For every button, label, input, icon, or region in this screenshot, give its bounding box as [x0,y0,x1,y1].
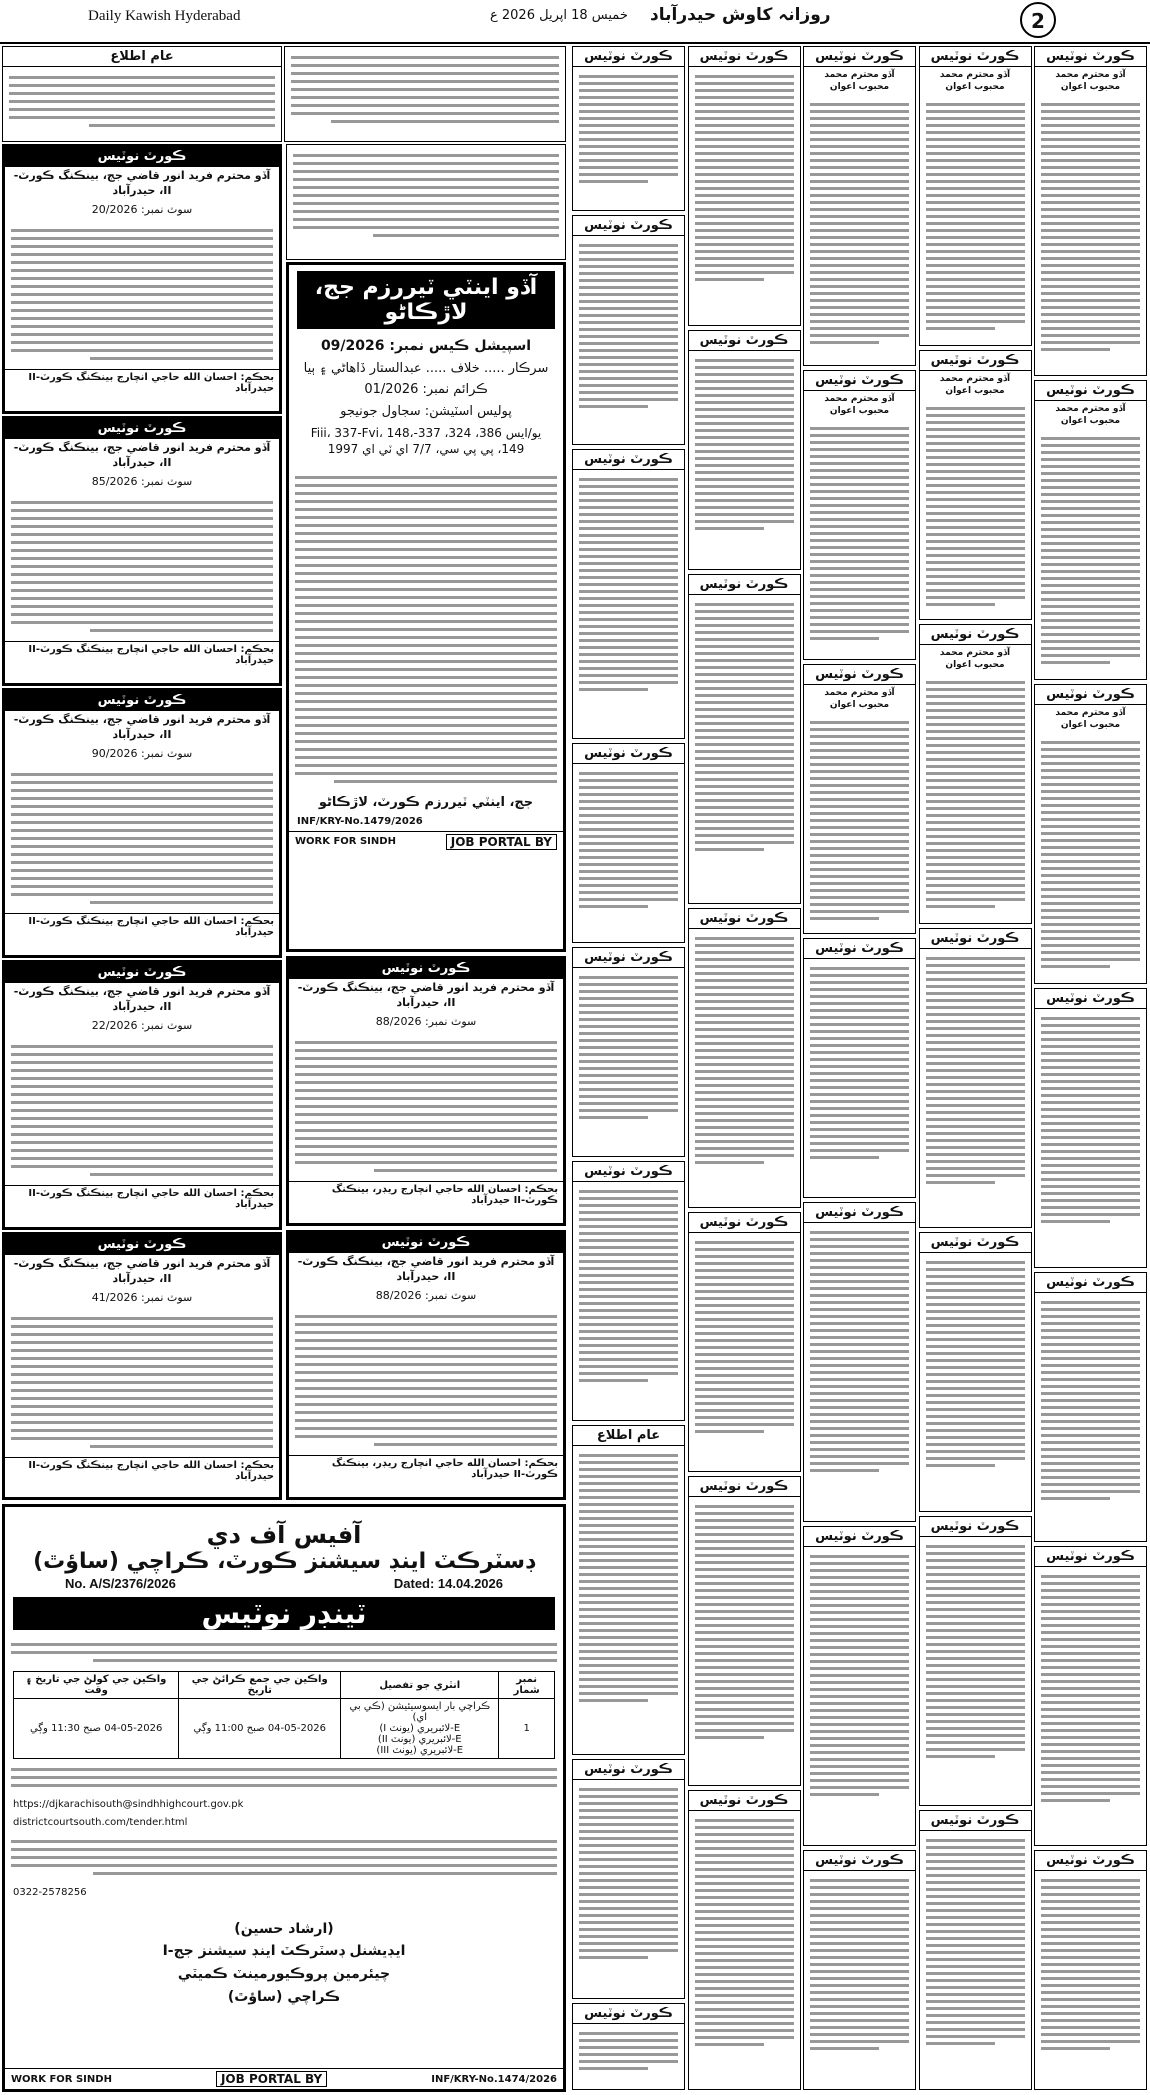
court-notice-right [803,1526,916,1846]
court-notice-right [803,46,916,366]
notice-title: ڪورٽ نوٽيس [804,371,915,391]
court-notice-4 [2,960,282,1230]
court-header: آڏو محترم فريد انور قاضي جج، بينڪنگ ڪورٽ-II، حيدرآباد [297,981,555,1009]
court-notice-1 [2,144,282,414]
court-notice-right [688,1212,801,1472]
court-notice-right [572,1425,685,1755]
court-notice-right [688,330,801,570]
work-for-sindh-logo: WORK FOR SINDH [11,2073,112,2085]
notice-title: ڪورٽ نوٽيس [920,929,1031,949]
court-notice-2 [2,416,282,686]
notice-title: ڪورٽ نوٽيس [689,1477,800,1497]
th-serial: نمبر شمار [499,1672,555,1699]
cell-serial: 1 [499,1699,555,1759]
notice-title: ڪورٽ نوٽيس [5,691,279,711]
atc-notice [286,262,566,952]
notice-title: ڪورٽ نوٽيس [5,419,279,439]
issue-date: خميس 18 اپريل 2026 ع [490,8,628,23]
signature: بحڪم: احسان الله حاجي انچارج بينڪنگ ڪورٽ-II حيدرآباد [5,1457,279,1484]
court-header: آڏو محترم فريد انور قاضي جج، بينڪنگ ڪورٽ-II، حيدرآباد [13,985,271,1013]
court-header: آڏو محترم محمد محبوب اعوان [939,70,1011,93]
notice-title: ڪورٽ نوٽيس [689,1791,800,1811]
notice-title: ڪورٽ نوٽيس [804,1527,915,1547]
court-header: آڏو محترم محمد محبوب اعوان [1055,70,1126,93]
public-notice-left [2,46,282,142]
signature: بحڪم: احسان الله حاجي انچارج ريڊر، بينڪنگ ڪورٽ-II حيدرآباد [289,1455,563,1482]
tender-court: ڊسٽرڪٽ اينڊ سيشنز ڪورٽ، ڪراچي (ساؤٿ) [33,1549,535,1574]
notice-title: ڪورٽ نوٽيس [689,909,800,929]
court-notice-right [572,1759,685,1999]
notice-title: ڪورٽ نوٽيس [920,625,1031,645]
signature: بحڪم: احسان الله حاجي انچارج بينڪنگ ڪورٽ-II حيدرآباد [5,641,279,668]
notice-block-mid [286,144,566,260]
court-notice-right [688,574,801,904]
special-case: اسپيشل ڪيس نمبر: 09/2026 [320,338,532,354]
court-notice-right [803,1202,916,1522]
notice-title: ڪورٽ نوٽيس [804,939,915,959]
work-for-sindh-logo: WORK FOR SINDH [295,836,396,848]
court-notice-right [803,370,916,660]
notice-title: عام اطلاع [3,47,281,67]
notice-title: ڪورٽ نوٽيس [573,948,684,968]
court-notice-right [572,215,685,445]
crime-number: ڪرائم نمبر: 01/2026 [364,382,488,398]
notice-title: ڪورٽ نوٽيس [5,963,279,983]
court-notice-right [1034,380,1147,680]
notice-title: ڪورٽ نوٽيس [573,744,684,764]
notice-title: ڪورٽ نوٽيس [5,1235,279,1255]
court-header: آڏو محترم محمد محبوب اعوان [939,374,1011,397]
tender-email[interactable]: https://djkarachisouth@sindhhighcourt.gov.pk [13,1799,244,1810]
court-notice-right [1034,684,1147,984]
signature: بحڪم: احسان الله حاجي انچارج بينڪنگ ڪورٽ-II حيدرآباد [5,369,279,396]
court-notice-right [1034,988,1147,1268]
notice-title: ڪورٽ نوٽيس [804,1851,915,1871]
notice-title: ڪورٽ نوٽيس [920,1811,1031,1831]
law-sections: يو/ايس 386، 324، 337-Fiii، 337-Fvi، 148، 149، پي پي سي، 7/7 اي ٽي اي 1997 [310,425,542,456]
court-notice-right [572,947,685,1157]
cell-submit: 04-05-2026 صبح 11:00 وڳي [179,1699,341,1759]
notice-title: ڪورٽ نوٽيس [689,1213,800,1233]
signature: بحڪم: احسان الله حاجي انچارج بينڪنگ ڪورٽ-II حيدرآباد [5,1185,279,1212]
case-parties: سرڪار ..... خلاف ..... عبدالستار ڏاهاڻي ۽ ٻيا [303,360,549,376]
cell-open: 04-05-2026 صبح 11:30 وڳي [14,1699,179,1759]
notice-title: ڪورٽ نوٽيس [1035,1851,1146,1871]
notice-title: ڪورٽ نوٽيس [573,450,684,470]
notice-title: ڪورٽ نوٽيس [920,351,1031,371]
court-notice-right [919,624,1032,924]
notice-title: ڪورٽ نوٽيس [573,47,684,67]
paper-name: Daily Kawish Hyderabad [88,8,241,24]
court-notice-right [1034,1546,1147,1846]
court-notice-right [803,664,916,934]
tender-phone: 0322-2578256 [13,1887,87,1898]
notice-title: ڪورٽ نوٽيس [920,1233,1031,1253]
th-open: واڪين جي کولڻ جي تاريخ ۽ وقت [14,1672,179,1699]
notice-title: ڪورٽ نوٽيس [573,2004,684,2024]
court-notice-right [919,928,1032,1228]
notice-title: ڪورٽ نوٽيس [573,1162,684,1182]
th-submit: واڪين جي جمع ڪرائڻ جي تاريخ [179,1672,341,1699]
court-notice-right [919,1810,1032,2090]
job-portal-label: JOB PORTAL BY [446,834,557,850]
notice-title: ڪورٽ نوٽيس [1035,1547,1146,1567]
cell-detail [341,1699,499,1759]
court-notice-3 [2,688,282,958]
urdu-masthead: روزانہ کاوش حیدرآباد [650,5,831,25]
court-notice-right [688,908,801,1208]
court-header: آڏو محترم محمد محبوب اعوان [1055,708,1126,731]
notice-title: ڪورٽ نوٽيس [573,216,684,236]
court-header: آڏو محترم محمد محبوب اعوان [824,688,895,711]
court-notice-right [688,1476,801,1786]
case-number: سوٽ نمبر: 85/2026 [91,474,193,488]
right-notice-columns [572,46,1148,2092]
court-notice-right [572,743,685,943]
notice-title: ڪورٽ نوٽيس [804,47,915,67]
notice-title: ڪورٽ نوٽيس [804,665,915,685]
court-header: آڏو محترم فريد انور قاضي جج، بينڪنگ ڪورٽ-II، حيدرآباد [13,169,271,197]
page-number: 2 [1020,2,1056,38]
tender-inf: INF/KRY-No.1474/2026 [431,2073,557,2085]
notice-title: ڪورٽ نوٽيس [289,959,563,979]
notice-title: ڪورٽ نوٽيس [1035,47,1146,67]
notice-title: ڪورٽ نوٽيس [1035,989,1146,1009]
court-notice-6 [286,956,566,1226]
notice-title: ڪورٽ نوٽيس [804,1203,915,1223]
court-header: آڏو محترم محمد محبوب اعوان [939,648,1011,671]
signature: بحڪم: احسان الله حاجي انچارج ريڊر، بينڪنگ ڪورٽ-II حيدرآباد [289,1181,563,1208]
case-number: سوٽ نمبر: 41/2026 [91,1290,193,1304]
court-notice-right [1034,1850,1147,2090]
court-notice-5 [2,1232,282,1500]
signatory-name: (ارشاد حسين) [234,1920,334,1937]
court-notice-right [803,938,916,1198]
notice-title: ڪورٽ نوٽيس [689,331,800,351]
notice-title: ڪورٽ نوٽيس [1035,381,1146,401]
court-notice-right [1034,1272,1147,1542]
tender-dated: Dated: 14.04.2026 [393,1576,503,1591]
page-header [0,0,1150,44]
atc-footer: جج، اينٽي ٽيررزم ڪورٽ، لاڙڪاڻو [318,794,534,810]
court-notice-right [919,1232,1032,1512]
job-portal-label: JOB PORTAL BY [216,2071,327,2087]
cell-detail-title: ڪراچي بار ايسوسيئيشن (ڪي بي اي) [349,1701,491,1723]
atc-title: آڏو اينٽي ٽيررزم جج، لاڙڪاڻو [297,271,555,329]
court-header: آڏو محترم محمد محبوب اعوان [824,394,895,417]
signatory-title: ايڊيشنل ڊسٽرڪٽ اينڊ سيشنز جج-I [162,1943,406,1960]
notice-title: ڪورٽ نوٽيس [689,575,800,595]
notice-block-top [284,46,566,142]
inf-number: INF/KRY-No.1479/2026 [297,816,423,828]
court-header: آڏو محترم فريد انور قاضي جج، بينڪنگ ڪورٽ-II، حيدرآباد [13,713,271,741]
court-notice-right [919,46,1032,346]
court-header: آڏو محترم محمد محبوب اعوان [824,70,895,93]
th-detail: انٽري جو تفصيل [341,1672,499,1699]
tender-footer-banner [5,2068,563,2089]
tender-item: E-لائبريري (يونٽ I) [379,1723,461,1734]
signature: بحڪم: احسان الله حاجي انچارج بينڪنگ ڪورٽ-II حيدرآباد [5,913,279,940]
notice-title: عام اطلاع [573,1426,684,1446]
notice-title: ڪورٽ نوٽيس [5,147,279,167]
tender-notice [2,1504,566,2092]
police-station: پوليس اسٽيشن: سجاول جونيجو [340,403,512,419]
tender-item: E-لائبريري (يونٽ III) [376,1745,464,1756]
court-notice-right [803,1850,916,2090]
court-notice-right [688,1790,801,2090]
court-notice-right [1034,46,1147,376]
case-number: سوٽ نمبر: 90/2026 [91,746,193,760]
notice-title: ڪورٽ نوٽيس [1035,1273,1146,1293]
tender-ref: No. A/S/2376/2026 [65,1576,176,1591]
tender-table [13,1671,555,1759]
notice-title: ڪورٽ نوٽيس [289,1233,563,1253]
job-portal-banner [289,831,563,852]
tender-title: ٽينڊر نوٽيس [13,1597,555,1630]
notice-title: ڪورٽ نوٽيس [920,47,1031,67]
notice-title: ڪورٽ نوٽيس [573,1760,684,1780]
tender-item: E-لائبريري (يونٽ II) [377,1734,462,1745]
notice-title: ڪورٽ نوٽيس [920,1517,1031,1537]
court-notice-right [919,350,1032,620]
notice-title: ڪورٽ نوٽيس [1035,685,1146,705]
court-notice-right [572,449,685,739]
court-header: آڏو محترم فريد انور قاضي جج، بينڪنگ ڪورٽ-II، حيدرآباد [13,441,271,469]
court-header: آڏو محترم فريد انور قاضي جج، بينڪنگ ڪورٽ-II، حيدرآباد [297,1255,555,1283]
tender-office: آفيس آف دي [206,1521,362,1549]
case-number: سوٽ نمبر: 88/2026 [375,1014,477,1028]
court-header: آڏو محترم محمد محبوب اعوان [1055,404,1126,427]
court-notice-right [688,46,801,326]
court-notice-right [572,46,685,211]
signatory-title-3: ڪراچي (ساؤٿ) [227,1989,341,2006]
court-notice-right [572,2003,685,2090]
notice-title: ڪورٽ نوٽيس [689,47,800,67]
case-number: سوٽ نمبر: 88/2026 [375,1288,477,1302]
court-header: آڏو محترم فريد انور قاضي جج، بينڪنگ ڪورٽ-II، حيدرآباد [13,1257,271,1285]
signatory-title-2: چيئرمين پروڪيورمينٽ ڪميٽي [177,1966,391,1983]
case-number: سوٽ نمبر: 20/2026 [91,202,193,216]
tender-url[interactable]: districtcourtsouth.com/tender.html [13,1816,188,1828]
court-notice-right [572,1161,685,1421]
court-notice-7 [286,1230,566,1500]
case-number: سوٽ نمبر: 22/2026 [91,1018,193,1032]
court-notice-right [919,1516,1032,1806]
